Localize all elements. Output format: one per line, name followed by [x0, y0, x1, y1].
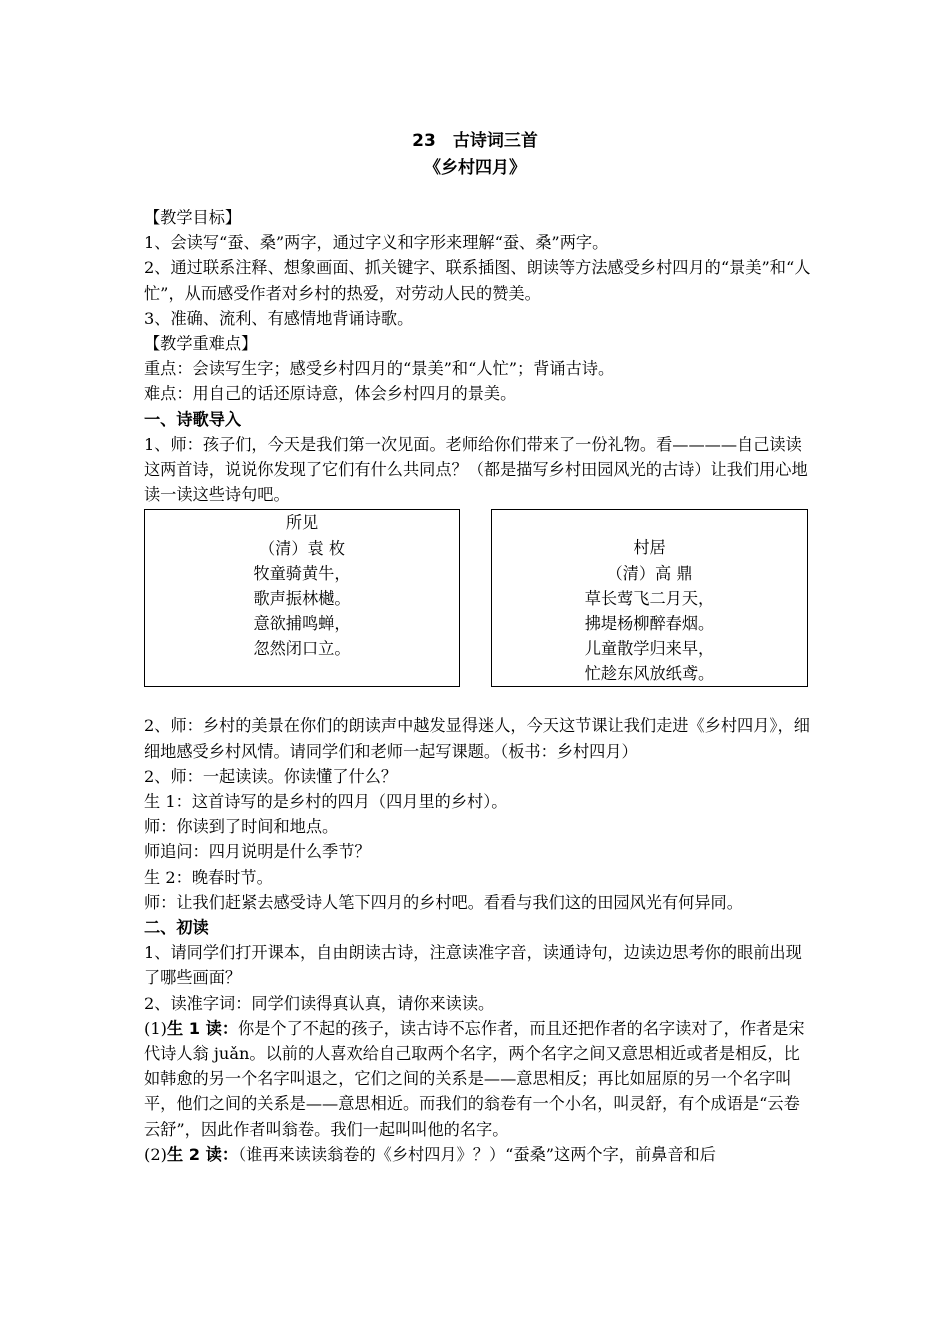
section2-heading: 二、初读: [144, 918, 209, 938]
poem-line: 拂堤杨柳醉春烟。: [584, 614, 715, 634]
section1-paragraph: 2、师：一起读读。你读懂了什么？: [144, 766, 398, 786]
lesson-body: [144, 205, 812, 1167]
poem-line: 歌声振林樾。: [253, 589, 351, 609]
poem-line: 忙趁东风放纸鸢。: [584, 664, 715, 684]
poem-box-suojian: [144, 509, 460, 687]
goal-item: 3、准确、流利、有感情地背诵诗歌。: [144, 308, 414, 328]
poem-author: （清）袁 枚: [258, 538, 346, 558]
section1-paragraph: 2、师：乡村的美景在你们的朗读声中越发显得迷人，今天这节课让我们走进《乡村四月》，细细地感受乡村风情。请同学们和老师一起写课题。（板书：乡村四月）: [144, 716, 810, 761]
poem-title: 《乡村四月》: [424, 158, 526, 178]
paragraph-text: （谁再来读读翁卷的《乡村四月》？）“蚕桑”这两个字，前鼻音和后: [238, 1144, 716, 1164]
item-number: (2): [144, 1144, 167, 1164]
student-label: 生 1 读：: [166, 1018, 239, 1038]
section1-intro: 1、师：孩子们，今天是我们第一次见面。老师给你们带来了一份礼物。看————自己读读这两首诗，说说你发现了它们有什么共同点？（都是描写乡村田园风光的古诗）让我们用心地读一读这些诗句吧。: [144, 434, 808, 505]
goal-item: 1、会读写“蚕、桑”两字，通过字义和字形来理解“蚕、桑”两字。: [144, 233, 609, 253]
hard-points: 难点：用自己的话还原诗意，体会乡村四月的景美。: [144, 384, 517, 404]
poem-line: 意欲捕鸣蝉，: [253, 614, 351, 634]
lesson-title: 23 古诗词三首: [412, 131, 538, 151]
poem-author: （清）高 鼎: [606, 563, 693, 583]
section1-paragraph: 师追问：四月说明是什么季节？: [144, 842, 371, 862]
item-number: (1): [144, 1018, 167, 1038]
poem-title: 村居: [633, 538, 666, 558]
goal-item: 2、通过联系注释、想象画面、抓关键字、联系插图、朗读等方法感受乡村四月的“景美”和“人忙”，从而感受作者对乡村的热爱，对劳动人民的赞美。: [144, 258, 811, 303]
difficulties-heading: 【教学重难点】: [144, 334, 258, 354]
poem-line: 儿童散学归来早，: [584, 639, 715, 659]
paragraph-text: 你是个了不起的孩子，读古诗不忘作者，而且还把作者的名字读对了，作者是宋代诗人翁 juǎn。以前的人喜欢给自己取两个名字，两个名字之间又意思相近或者是相反，比如韩愈的另一个名字叫退之，它们之间的关系是——意思相反；再比如屈原的另一个名字叫平，他们之间的关系是——意思相近。而我们的翁卷有一个小名，叫灵舒，有个成语是“云卷云舒”，因此作者叫翁卷。我们一起叫叫他的名字。: [144, 1018, 805, 1139]
section1-paragraph: 生 1：这首诗写的是乡村的四月（四月里的乡村）。: [144, 792, 508, 812]
section2-paragraph: 2、读准字词：同学们读得真认真，请你来读读。: [144, 993, 495, 1013]
student-label: 生 2 读：: [166, 1144, 239, 1164]
section2-paragraph: [144, 1016, 812, 1142]
section1-paragraph: 生 2：晚春时节。: [144, 867, 273, 887]
goals-heading: 【教学目标】: [144, 208, 242, 227]
poem-line: 草长莺飞二月天，: [584, 588, 715, 608]
poem-line: 忽然闭口立。: [253, 639, 351, 659]
poem-title: 所见: [285, 513, 319, 533]
section1-paragraph: 师：你读到了时间和地点。: [144, 817, 339, 837]
poem-box-cunju: [491, 509, 808, 687]
poem-boxes: [144, 509, 812, 691]
section2-paragraph: [144, 1142, 812, 1167]
poem-line: 牧童骑黄牛，: [253, 563, 351, 583]
section1-heading: 一、诗歌导入: [144, 409, 242, 429]
key-points: 重点：会读写生字；感受乡村四月的“景美”和“人忙”；背诵古诗。: [144, 359, 615, 379]
section2-paragraph: 1、请同学们打开课本，自由朗读古诗，注意读准字音，读通诗句，边读边思考你的眼前出现了哪些画面？: [144, 943, 802, 988]
section1-paragraph: 师：让我们赶紧去感受诗人笔下四月的乡村吧。看看与我们这的田园风光有何异同。: [144, 892, 743, 912]
